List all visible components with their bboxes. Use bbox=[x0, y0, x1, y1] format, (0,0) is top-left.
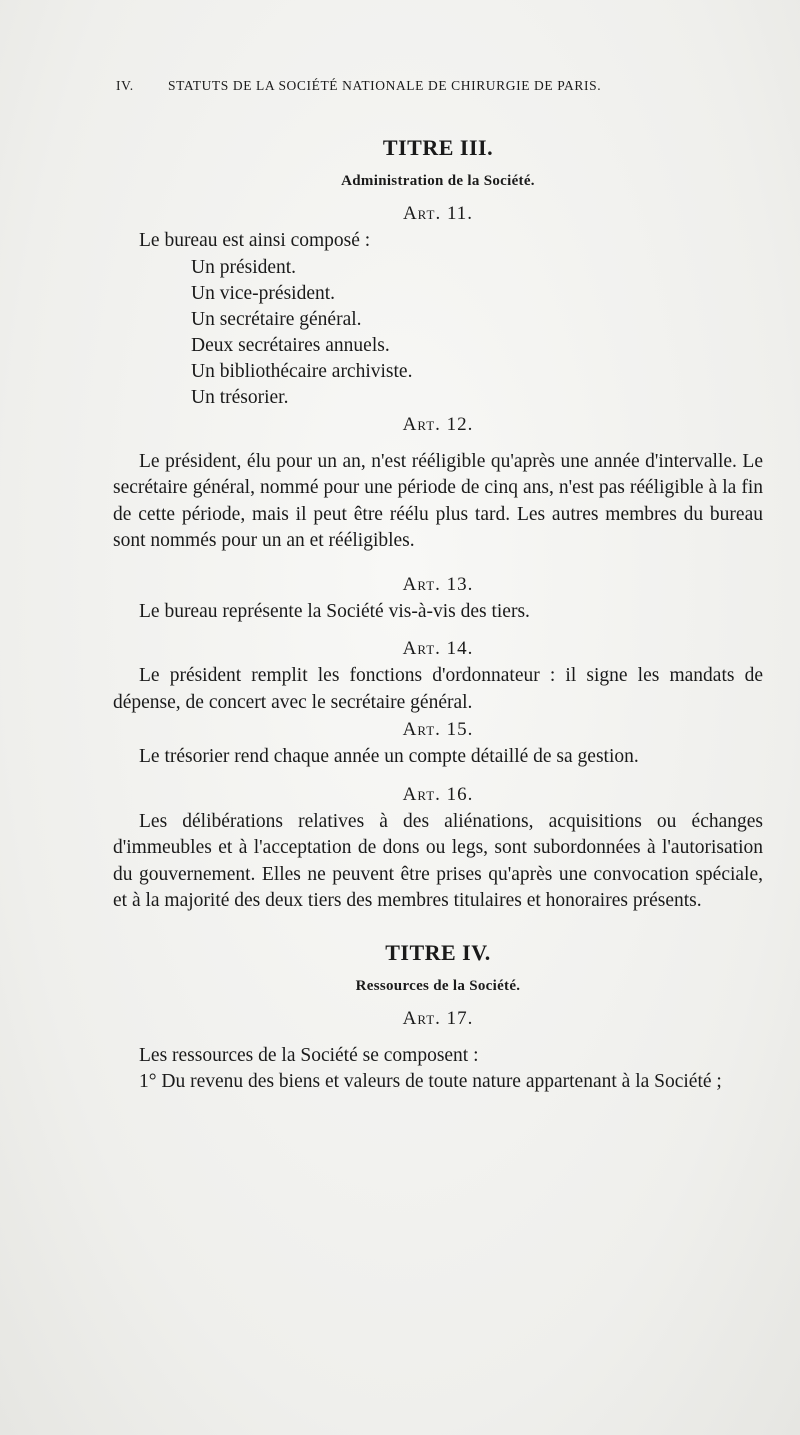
art-16-text: Les délibérations relatives à des aliénations, acquisitions ou échanges d'immeubles et à l'acceptation de dons ou legs, sont subordonnées à l'autorisation du gouvernement. Elles ne peuvent être prises qu'après une convocation spéciale, et à la majorité des deux tiers des membres titulaires et honoraires présents. bbox=[113, 810, 763, 911]
list-item: Un président. bbox=[191, 256, 297, 278]
bureau-members-list bbox=[113, 255, 763, 411]
art-14-text: Le président remplit les fonctions d'ordonnateur : il signe les mandats de dépense, de concert avec le secrétaire général. bbox=[113, 665, 763, 713]
art-17-label: Art. 17. bbox=[402, 1007, 474, 1029]
art-13-text: Le bureau représente la Société vis-à-vis des tiers. bbox=[139, 600, 530, 622]
page-body bbox=[113, 132, 763, 1096]
running-head-title: STATUTS DE LA SOCIÉTÉ NATIONALE DE CHIRURGIE DE PARIS. bbox=[168, 78, 602, 93]
art-17-heading bbox=[113, 1005, 763, 1033]
art-15-label: Art. 15. bbox=[402, 719, 474, 740]
titre-iii-heading: TITRE III. bbox=[382, 135, 494, 160]
art-13-label: Art. 13. bbox=[402, 573, 474, 595]
page-number: IV. bbox=[116, 78, 134, 93]
list-item: Un trésorier. bbox=[191, 386, 289, 408]
list-item: Un bibliothécaire archiviste. bbox=[191, 360, 413, 382]
art-12-label: Art. 12. bbox=[402, 413, 474, 435]
art-13-heading bbox=[113, 571, 763, 599]
list-item: Un secrétaire général. bbox=[191, 308, 362, 330]
art-16-label: Art. 16. bbox=[402, 783, 474, 805]
art-11-intro: Le bureau est ainsi composé : bbox=[139, 230, 371, 251]
art-17-item-1: 1° Du revenu des biens et valeurs de toute nature appartenant à la Société ; bbox=[139, 1071, 722, 1092]
art-15-heading bbox=[113, 716, 763, 744]
art-12-heading bbox=[113, 411, 763, 439]
titre-iii-subtitle: Administration de la Société. bbox=[341, 173, 535, 189]
art-14-heading bbox=[113, 635, 763, 663]
list-item: Deux secrétaires annuels. bbox=[191, 334, 390, 356]
running-head bbox=[116, 78, 708, 94]
art-17-intro: Les ressources de la Société se composent : bbox=[139, 1044, 479, 1066]
list-item: Un vice-président. bbox=[191, 282, 336, 304]
titre-iv-heading: TITRE IV. bbox=[385, 939, 491, 965]
art-16-heading bbox=[113, 781, 763, 809]
art-14-label: Art. 14. bbox=[402, 638, 474, 659]
art-12-text: Le président, élu pour un an, n'est rééligible qu'après une année d'intervalle. Le secrétaire général, nommé pour une période de cinq ans, n'est pas rééligible à la fin de cette période, mais il peut être réélu plus tard. Les autres membres du bureau sont nommés pour un an et rééligibles. bbox=[113, 450, 763, 551]
art-11-label: Art. 11. bbox=[402, 203, 474, 224]
art-15-text: Le trésorier rend chaque année un compte détaillé de sa gestion. bbox=[139, 746, 639, 767]
titre-iv-subtitle: Ressources de la Société. bbox=[355, 977, 521, 994]
art-11-heading bbox=[113, 200, 763, 228]
